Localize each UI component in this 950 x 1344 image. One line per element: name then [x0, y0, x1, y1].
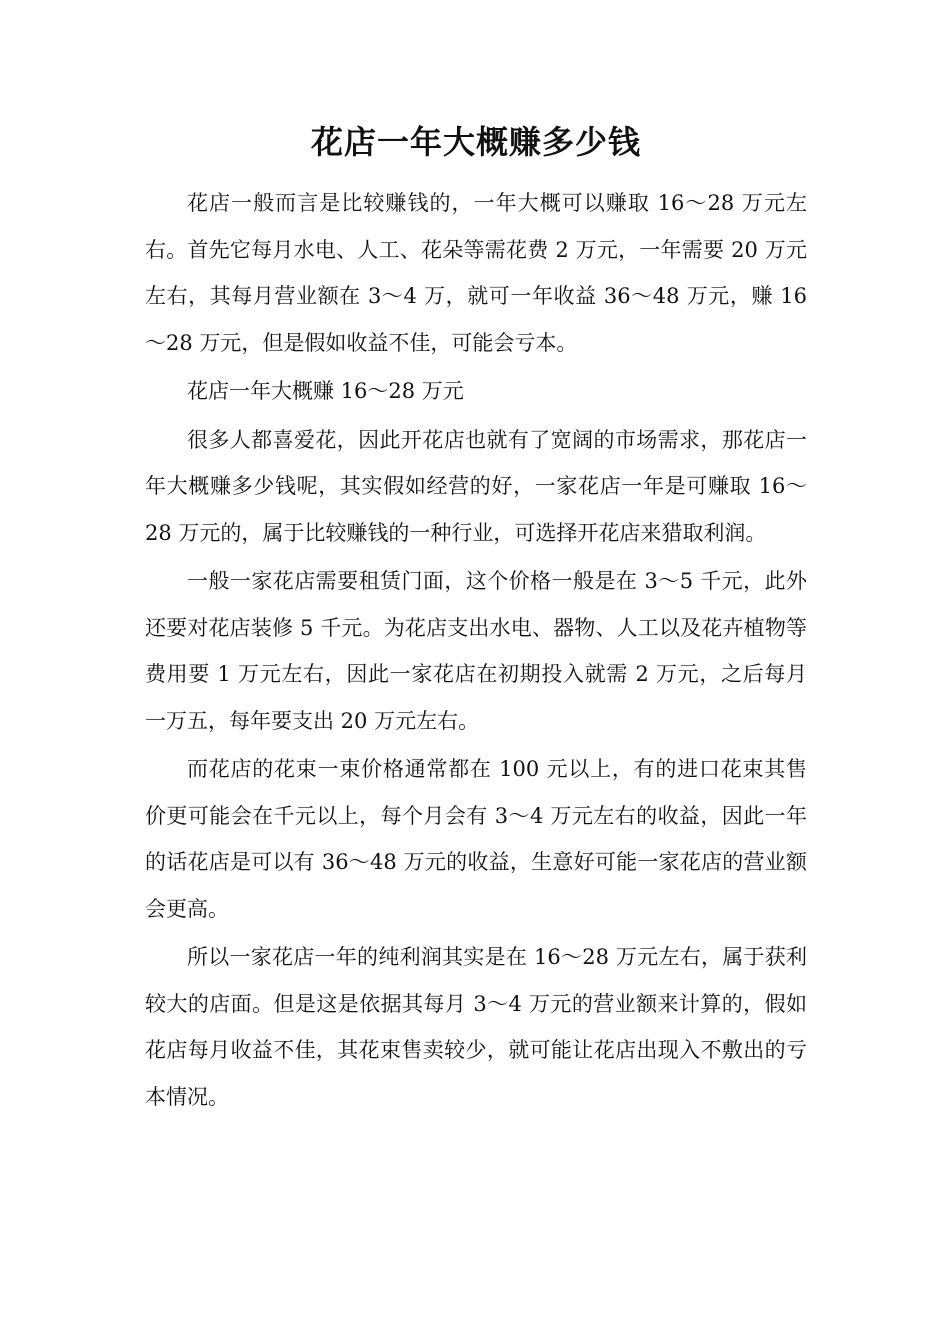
- paragraph-subheading: 花店一年大概赚 16～28 万元: [187, 379, 464, 403]
- paragraph-intro: 花店一般而言是比较赚钱的，一年大概可以赚取 16～28 万元左右。首先它每月水电、人工、花朵等需花费 2 万元，一年需要 20 万元左右，其每月营业额在 3～4 万，就可一年收益 36～48 万元，赚 16～28 万元，但是假如收益不佳，可能会亏本。: [145, 191, 807, 355]
- paragraph-market-demand: 很多人都喜爱花，因此开花店也就有了宽阔的市场需求，那花店一年大概赚多少钱呢，其实假如经营的好，一家花店一年是可赚取 16～28 万元的，属于比较赚钱的一种行业，可选择开花店来猎取利润。: [145, 427, 807, 545]
- document-body: [145, 180, 807, 1122]
- document-title: 花店一年大概赚多少钱: [310, 123, 641, 161]
- paragraph-conclusion: 所以一家花店一年的纯利润其实是在 16～28 万元左右，属于获利较大的店面。但是这是依据其每月 3～4 万元的营业额来计算的，假如花店每月收益不佳，其花束售卖较少，就可能让花店出现入不敷出的亏本情况。: [145, 945, 807, 1109]
- paragraph-costs: 一般一家花店需要租赁门面，这个价格一般是在 3～5 千元，此外还要对花店装修 5 千元。为花店支出水电、器物、人工以及花卉植物等费用要 1 万元左右，因此一家花店在初期投入就需 2 万元，之后每月一万五，每年要支出 20 万元左右。: [145, 569, 807, 733]
- paragraph-revenue: 而花店的花束一束价格通常都在 100 元以上，有的进口花束其售价更可能会在千元以上，每个月会有 3～4 万元左右的收益，因此一年的话花店是可以有 36～48 万元的收益，生意好可能一家花店的营业额会更高。: [145, 757, 807, 921]
